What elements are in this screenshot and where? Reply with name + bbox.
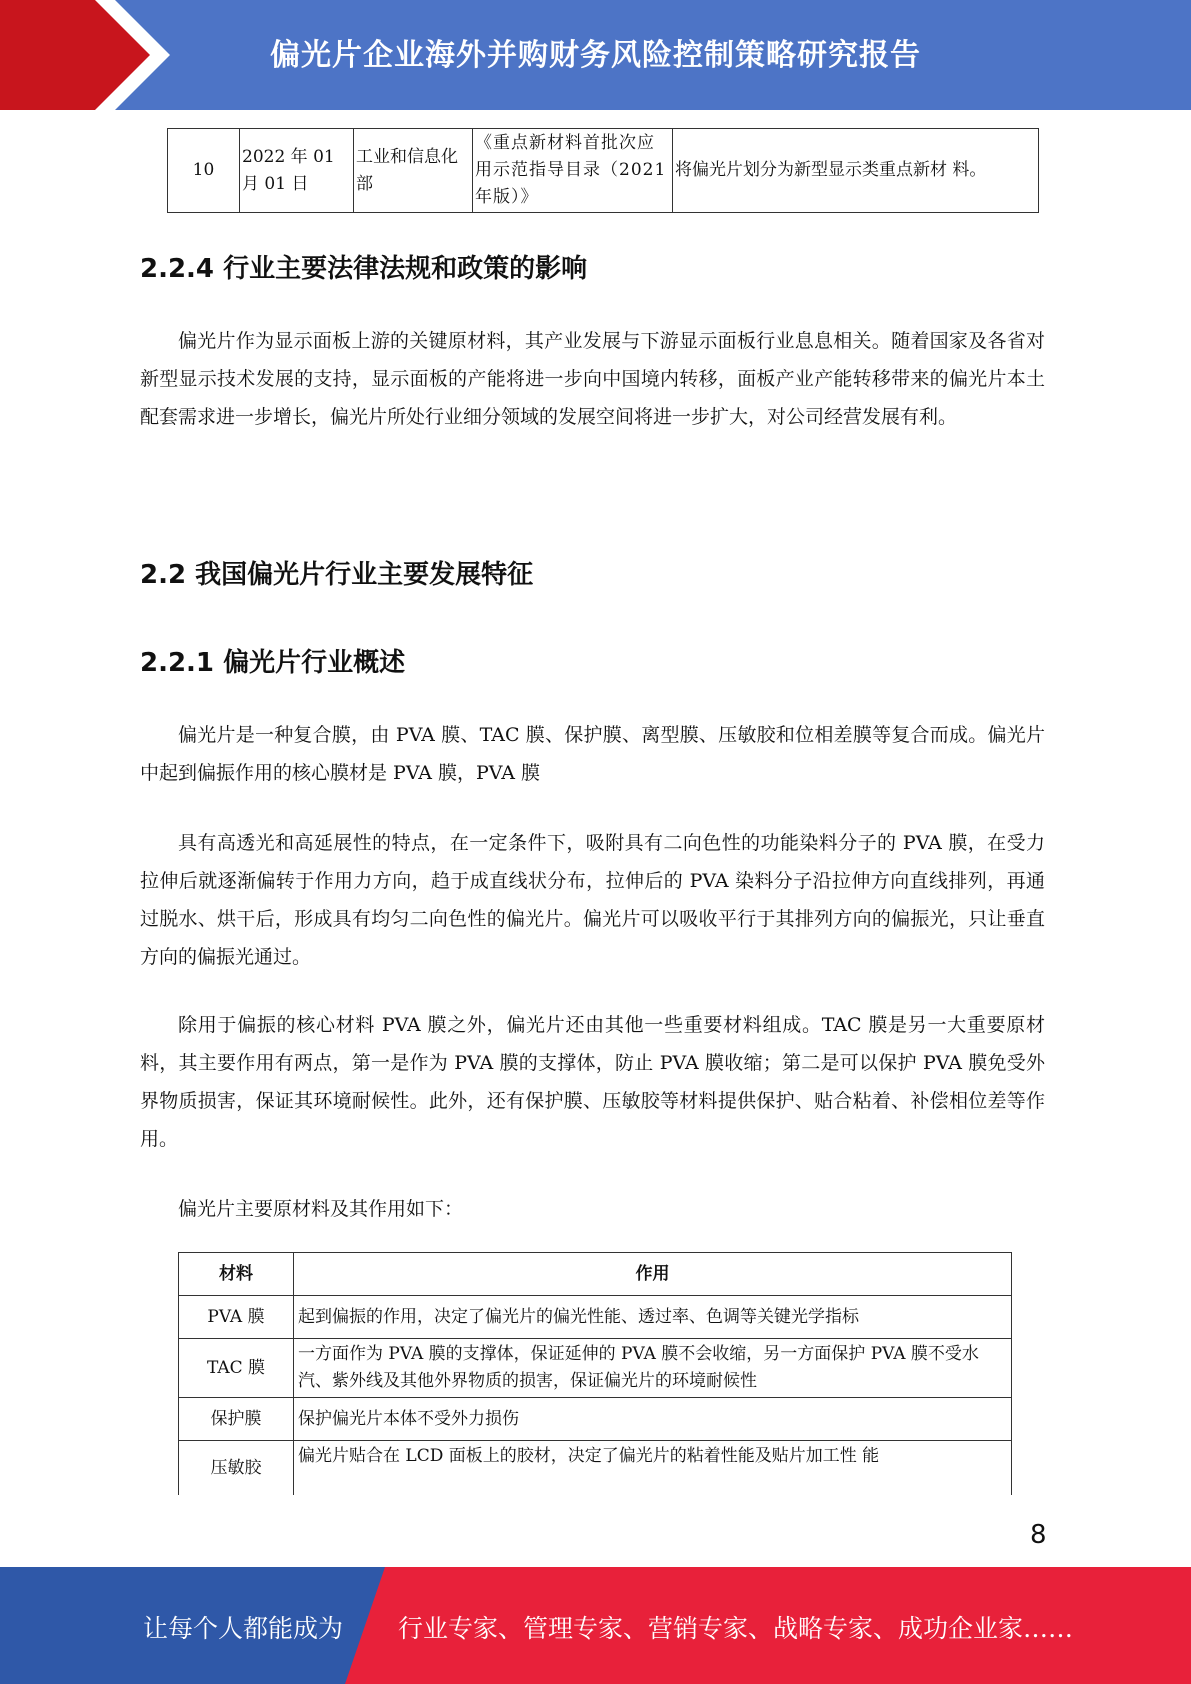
cell-role: 一方面作为 PVA 膜的支撑体，保证延伸的 PVA 膜不会收缩，另一方面保护 PVA 膜不受水汽、紫外线及其他外界物质的损害，保证偏光片的环境耐候性: [294, 1339, 1012, 1398]
heading-2-2-4: 2.2.4 行业主要法律法规和政策的影响: [140, 254, 588, 284]
table-row: [168, 129, 1039, 213]
column-header-material: 材料: [179, 1253, 294, 1296]
paragraph-overview-2: 具有高透光和高延展性的特点，在一定条件下，吸附具有二向色性的功能染料分子的 PVA 膜，在受力拉伸后就逐渐偏转于作用力方向，趋于成直线状分布，拉伸后的 PVA 染料分子沿拉伸方向直线排列，再通过脱水、烘干后，形成具有均匀二向色性的偏光片。偏光片可以吸收平行于其排列方向的偏振光，只让垂直方向的偏振光通过。: [140, 832, 1045, 968]
cell-material: 压敏胶: [179, 1441, 294, 1496]
footer-slogan-right: 行业专家、管理专家、营销专家、战略专家、成功企业家……: [398, 1614, 1074, 1643]
cell-material: 保护膜: [179, 1398, 294, 1441]
paragraph-table-intro: 偏光片主要原材料及其作用如下：: [178, 1198, 464, 1220]
table-row: [179, 1398, 1012, 1441]
table-row: [179, 1441, 1012, 1496]
cell-role: 起到偏振的作用，决定了偏光片的偏光性能、透过率、色调等关键光学指标: [294, 1296, 1012, 1339]
materials-table: [178, 1252, 1012, 1495]
report-title: 偏光片企业海外并购财务风险控制策略研究报告: [270, 38, 921, 73]
table-row: [179, 1296, 1012, 1339]
cell-role: 偏光片贴合在 LCD 面板上的胶材，决定了偏光片的粘着性能及贴片加工性 能: [294, 1441, 1012, 1496]
cell-department: 工业和信息化部: [354, 129, 473, 213]
cell-number: 10: [168, 129, 240, 213]
cell-role: 保护偏光片本体不受外力损伤: [294, 1398, 1012, 1441]
table-row: [179, 1339, 1012, 1398]
paragraph-policy-impact: 偏光片作为显示面板上游的关键原材料，其产业发展与下游显示面板行业息息相关。随着国家及各省对新型显示技术发展的支持，显示面板的产能将进一步向中国境内转移，面板产业产能转移带来的偏光片本土配套需求进一步增长，偏光片所处行业细分领域的发展空间将进一步扩大，对公司经营发展有利。: [140, 330, 1045, 428]
paragraph-overview-1: 偏光片是一种复合膜，由 PVA 膜、TAC 膜、保护膜、离型膜、压敏胶和位相差膜等复合而成。偏光片中起到偏振作用的核心膜材是 PVA 膜，PVA 膜: [140, 724, 1045, 784]
cell-material: PVA 膜: [179, 1296, 294, 1339]
table-header-row: [179, 1253, 1012, 1296]
cell-description: 将偏光片划分为新型显示类重点新材 料。: [673, 129, 1039, 213]
cell-document: 《重点新材料首批次应用示范指导目录（2021 年版）》: [473, 129, 673, 213]
policy-table: [167, 128, 1039, 213]
footer-slogan-left: 让每个人都能成为: [143, 1614, 344, 1643]
heading-2-2: 2.2 我国偏光片行业主要发展特征: [140, 560, 534, 590]
cell-date: 2022 年 01 月 01 日: [240, 129, 354, 213]
column-header-role: 作用: [294, 1253, 1012, 1296]
cell-material: TAC 膜: [179, 1339, 294, 1398]
heading-2-2-1: 2.2.1 偏光片行业概述: [140, 648, 406, 678]
footer-banner: [0, 1567, 1191, 1684]
header-banner: [0, 0, 1191, 110]
page-number: 8: [1030, 1520, 1047, 1550]
paragraph-overview-3: 除用于偏振的核心材料 PVA 膜之外，偏光片还由其他一些重要材料组成。TAC 膜是另一大重要原材料，其主要作用有两点，第一是作为 PVA 膜的支撑体，防止 PVA 膜收缩；第二是可以保护 PVA 膜免受外界物质损害，保证其环境耐候性。此外，还有保护膜、压敏胶等材料提供保护、贴合粘着、补偿相位差等作用。: [140, 1014, 1045, 1150]
